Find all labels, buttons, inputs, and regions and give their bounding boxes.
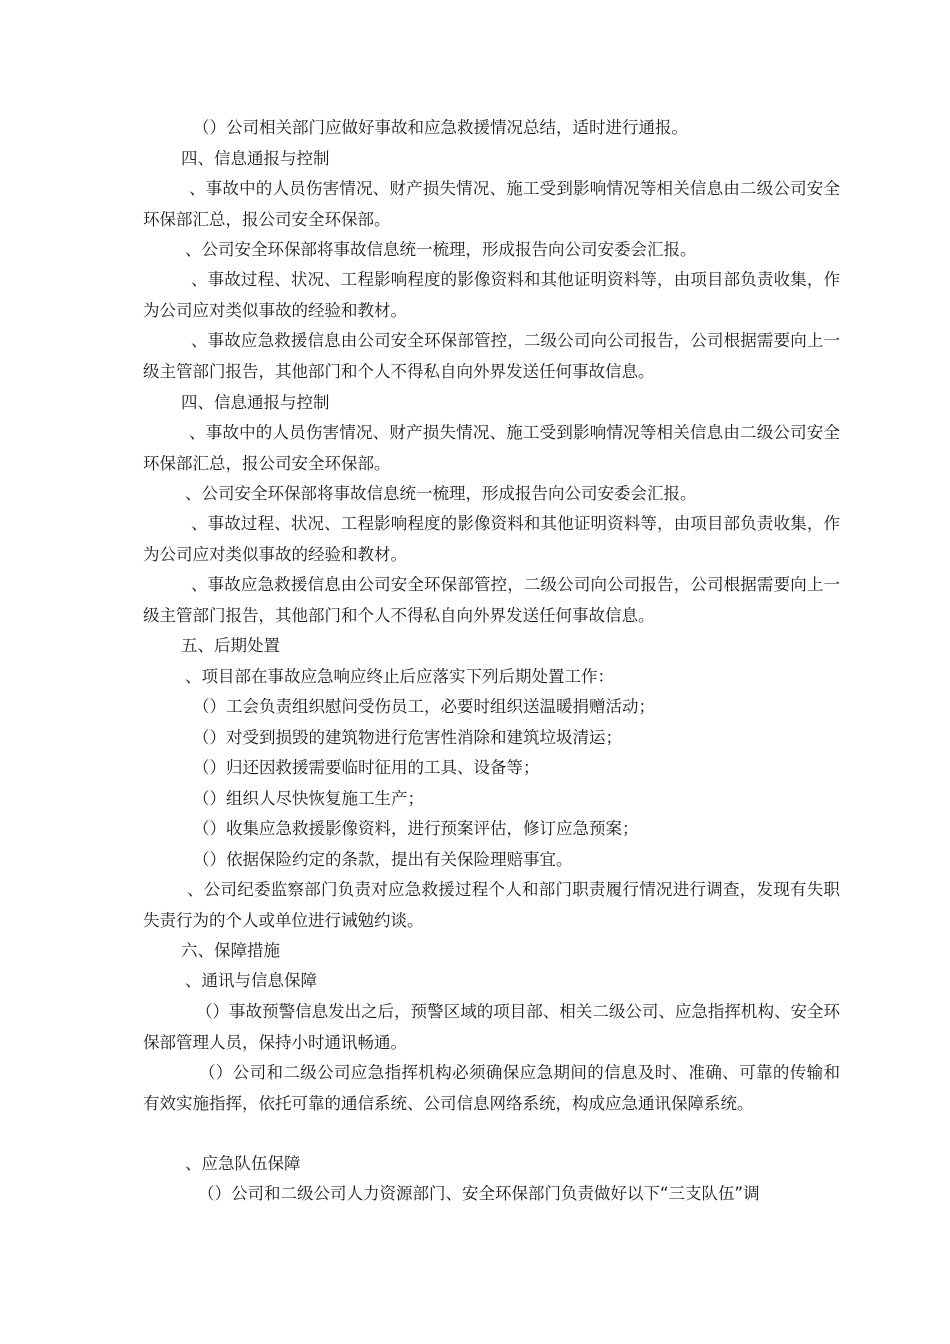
list-item: （）归还因救援需要临时征用的工具、设备等； [193,758,540,777]
list-item: （）公司相关部门应做好事故和应急救援情况总结，适时进行通报。 [193,118,688,137]
section-heading: 四、信息通报与控制 [181,149,330,168]
paragraph: （）公司和二级公司人力资源部门、安全环保部门负责做好以下“三支队伍”调 [198,1184,760,1203]
paragraph: 、事故应急救援信息由公司安全环保部管控，二级公司向公司报告，公司根据需要向上一级主管部门报告，其他部门和个人不得私自向外界发送任何事故信息。 [143,575,840,625]
paragraph: 、事故中的人员伤害情况、财产损失情况、施工受到影响情况等相关信息由二级公司安全环保部汇总，报公司安全环保部。 [143,423,840,473]
subsection-heading: 、应急队伍保障 [185,1154,301,1173]
paragraph: 、事故过程、状况、工程影响程度的影像资料和其他证明资料等，由项目部负责收集，作为公司应对类似事故的经验和教材。 [143,514,840,564]
paragraph: 、公司纪委监察部门负责对应急救援过程个人和部门职责履行情况进行调查，发现有失职失责行为的个人或单位进行诫勉约谈。 [143,880,840,930]
list-item: （）组织人尽快恢复施工生产； [193,789,424,808]
subsection-heading: 、通讯与信息保障 [185,971,317,990]
paragraph: 、公司安全环保部将事故信息统一梳理，形成报告向公司安委会汇报。 [185,240,697,259]
list-item: （）对受到损毁的建筑物进行危害性消除和建筑垃圾清运； [193,728,622,747]
paragraph: 、公司安全环保部将事故信息统一梳理，形成报告向公司安委会汇报。 [185,484,697,503]
paragraph: 、事故应急救援信息由公司安全环保部管控，二级公司向公司报告，公司根据需要向上一级主管部门报告，其他部门和个人不得私自向外界发送任何事故信息。 [143,331,840,381]
paragraph: 、项目部在事故应急响应终止后应落实下列后期处置工作： [185,667,614,686]
paragraph: 、事故中的人员伤害情况、财产损失情况、施工受到影响情况等相关信息由二级公司安全环保部汇总，报公司安全环保部。 [143,179,840,229]
paragraph: （）事故预警信息发出之后，预警区域的项目部、相关二级公司、应急指挥机构、安全环保部管理人员，保持小时通讯畅通。 [143,1002,840,1052]
paragraph: 、事故过程、状况、工程影响程度的影像资料和其他证明资料等，由项目部负责收集，作为公司应对类似事故的经验和教材。 [143,270,840,320]
paragraph: （）公司和二级公司应急指挥机构必须确保应急期间的信息及时、准确、可靠的传输和有效实施指挥，依托可靠的通信系统、公司信息网络系统，构成应急通讯保障系统。 [143,1063,840,1113]
section-heading: 四、信息通报与控制 [181,393,330,412]
section-heading: 五、后期处置 [181,636,280,655]
list-item: （）收集应急救援影像资料，进行预案评估，修订应急预案； [193,819,639,838]
list-item: （）工会负责组织慰问受伤员工，必要时组织送温暖捐赠活动； [193,697,655,716]
section-heading: 六、保障措施 [181,941,280,960]
list-item: （）依据保险约定的条款，提出有关保险理赔事宜。 [193,850,573,869]
